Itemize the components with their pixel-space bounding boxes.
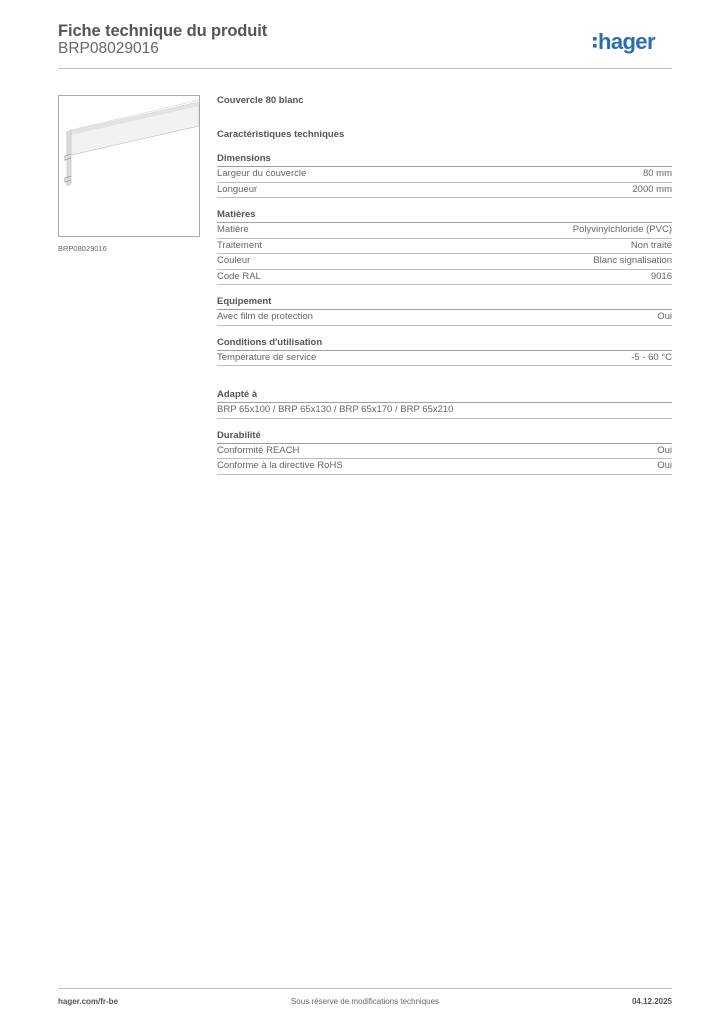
spec-value: 2000 mm	[632, 183, 672, 195]
spec-value: Oui	[657, 311, 672, 322]
footer-notice: Sous réserve de modifications techniques	[290, 997, 440, 1006]
product-name: Couvercle 80 blanc	[217, 95, 304, 106]
product-image	[58, 95, 200, 237]
image-caption: BRP08029016	[58, 244, 107, 253]
section-dimensions	[217, 152, 672, 198]
spec-row	[217, 254, 672, 270]
spec-row	[217, 223, 672, 239]
spec-label: Conforme à la directive RoHS	[217, 460, 343, 471]
spec-label: Température de service	[217, 351, 317, 363]
spec-label: Largeur du couvercle	[217, 168, 307, 179]
spec-value: Polyvinylchloride (PVC)	[572, 224, 672, 235]
page-footer	[58, 997, 672, 1009]
spec-label: Traitement	[217, 239, 263, 251]
spec-value: -5 - 60 °C	[631, 351, 672, 363]
spec-value: 9016	[650, 270, 672, 282]
spec-row	[217, 403, 672, 419]
spec-row	[217, 444, 672, 460]
section-title: Conditions d'utilisation	[217, 336, 672, 351]
section-sustainability	[217, 429, 672, 475]
document-title: Fiche technique du produit	[58, 22, 268, 40]
spec-label: BRP 65x100 / BRP 65x130 / BRP 65x170 / BRP 65x210	[217, 404, 454, 415]
product-reference: BRP08029016	[58, 40, 159, 57]
section-title: Matières	[217, 208, 672, 223]
spec-row	[217, 310, 672, 326]
footer-divider	[58, 988, 672, 989]
section-equipment	[217, 295, 672, 326]
spec-label: Conformité REACH	[217, 444, 300, 456]
footer-website-link[interactable]: hager.com/fr-be	[58, 997, 119, 1006]
spec-heading: Caractéristiques techniques	[217, 129, 345, 140]
spec-label: Avec film de protection	[217, 311, 313, 322]
spec-value: 80 mm	[642, 168, 672, 179]
spec-label: Longueur	[217, 183, 258, 195]
spec-row	[217, 351, 672, 367]
spec-label: Matière	[217, 224, 249, 235]
svg-text:hager: hager	[598, 29, 655, 54]
header-divider	[58, 68, 672, 69]
hager-logo	[592, 28, 672, 56]
spec-row	[217, 239, 672, 255]
section-compatible-with	[217, 388, 672, 419]
spec-value: Oui	[657, 460, 672, 471]
spec-row	[217, 459, 672, 475]
page-header	[58, 20, 672, 68]
product-details	[217, 94, 672, 475]
spec-row	[217, 167, 672, 183]
section-title: Dimensions	[217, 152, 672, 167]
spec-value: Blanc signalisation	[593, 255, 672, 266]
spec-row	[217, 183, 672, 199]
section-title: Adapté à	[217, 388, 672, 403]
cable-trunking-cover-icon	[59, 96, 199, 236]
spec-value: Oui	[657, 444, 672, 456]
footer-date: 04.12.2025	[631, 997, 672, 1006]
section-materials	[217, 208, 672, 285]
section-usage-conditions	[217, 336, 672, 367]
section-title: Durabilité	[217, 429, 672, 444]
spec-label: Code RAL	[217, 270, 261, 282]
spec-row	[217, 270, 672, 286]
spec-value: Non traité	[630, 239, 672, 251]
section-title: Equipement	[217, 295, 672, 310]
spec-label: Couleur	[217, 255, 251, 266]
